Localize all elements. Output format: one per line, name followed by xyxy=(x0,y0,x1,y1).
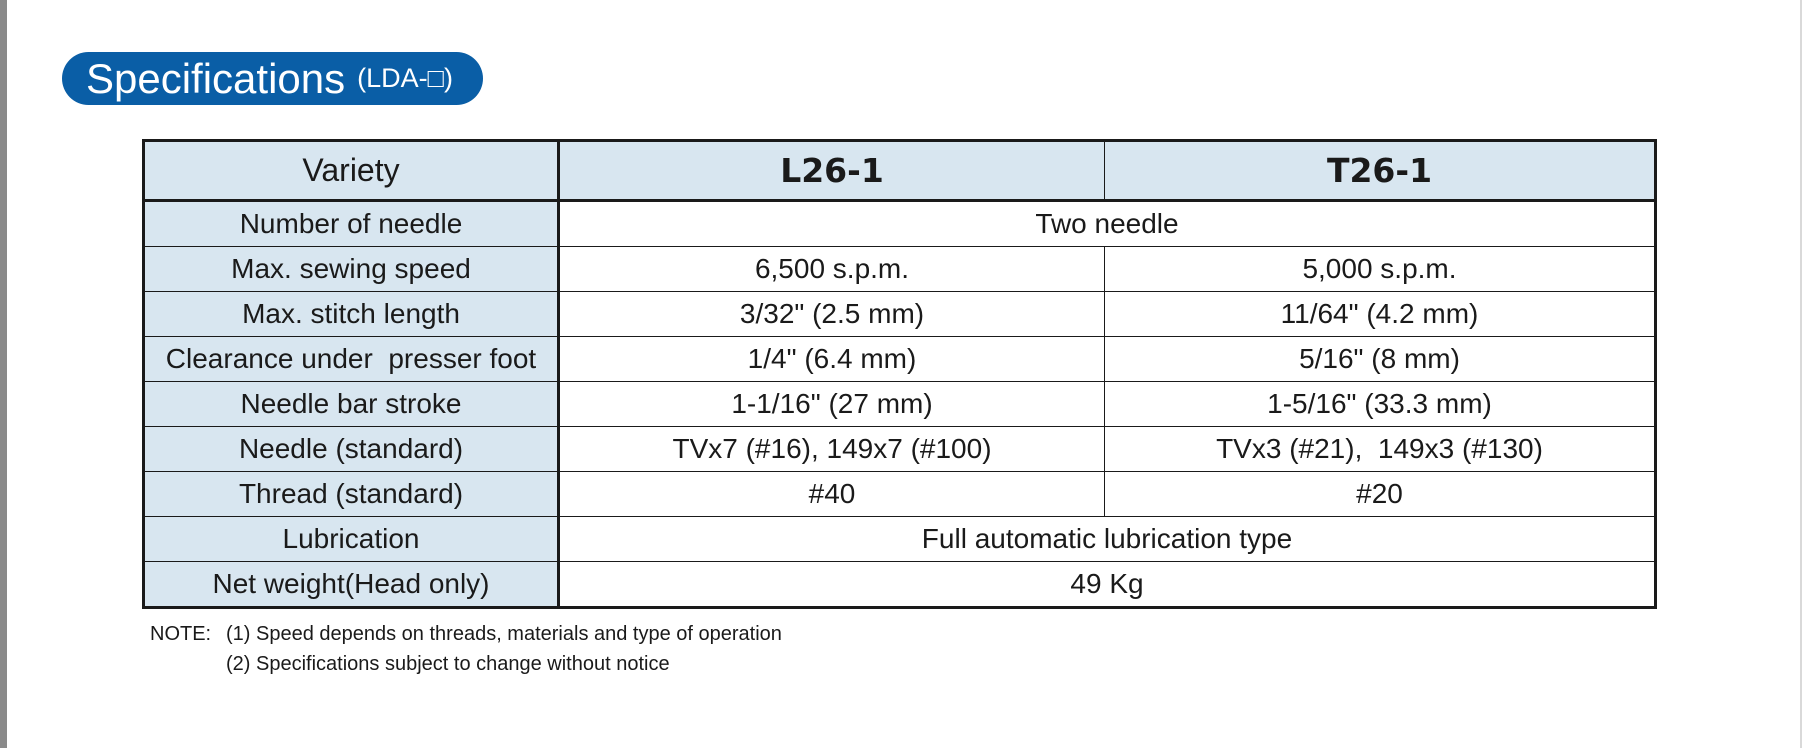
row-label: Clearance under presser foot xyxy=(144,337,559,382)
table-header-row xyxy=(144,141,1656,201)
table-row xyxy=(144,382,1656,427)
note-prefix: NOTE: xyxy=(150,623,212,645)
section-title-badge xyxy=(62,52,483,105)
table-row xyxy=(144,292,1656,337)
row-value-merged: Full automatic lubrication type xyxy=(559,517,1656,562)
row-label: Thread (standard) xyxy=(144,472,559,517)
table-row xyxy=(144,201,1656,247)
row-value-merged: Two needle xyxy=(559,201,1656,247)
specifications-table xyxy=(142,139,1657,609)
row-value-l26-1: 3/32" (2.5 mm) xyxy=(559,292,1105,337)
row-value-l26-1: TVx7 (#16), 149x7 (#100) xyxy=(559,427,1105,472)
row-value-t26-1: 5/16" (8 mm) xyxy=(1105,337,1656,382)
window-left-edge xyxy=(0,0,7,748)
row-label: Net weight(Head only) xyxy=(144,562,559,608)
row-value-t26-1: #20 xyxy=(1105,472,1656,517)
row-label: Max. stitch length xyxy=(144,292,559,337)
row-value-l26-1: 1/4" (6.4 mm) xyxy=(559,337,1105,382)
note-line xyxy=(150,619,782,649)
row-value-l26-1: 6,500 s.p.m. xyxy=(559,247,1105,292)
table-row xyxy=(144,472,1656,517)
table-row xyxy=(144,337,1656,382)
row-value-l26-1: 1-1/16" (27 mm) xyxy=(559,382,1105,427)
notes-block xyxy=(150,619,782,679)
model-header-l26-1: L26-1 xyxy=(559,141,1105,201)
variety-header: Variety xyxy=(144,141,559,201)
note-line xyxy=(150,649,782,679)
row-label: Lubrication xyxy=(144,517,559,562)
row-value-t26-1: 5,000 s.p.m. xyxy=(1105,247,1656,292)
model-header-t26-1: T26-1 xyxy=(1105,141,1656,201)
row-label: Needle (standard) xyxy=(144,427,559,472)
section-title-model: (LDA-□) xyxy=(357,63,453,93)
table-row xyxy=(144,427,1656,472)
note-text: (1) Speed depends on threads, materials and type of operation xyxy=(226,623,782,645)
note-text: (2) Specifications subject to change without notice xyxy=(226,653,670,675)
row-value-merged: 49 Kg xyxy=(559,562,1656,608)
row-value-l26-1: #40 xyxy=(559,472,1105,517)
row-value-t26-1: 11/64" (4.2 mm) xyxy=(1105,292,1656,337)
row-label: Number of needle xyxy=(144,201,559,247)
section-title: Specifications xyxy=(86,54,346,102)
table-row xyxy=(144,562,1656,608)
table-row xyxy=(144,517,1656,562)
row-label: Max. sewing speed xyxy=(144,247,559,292)
row-label: Needle bar stroke xyxy=(144,382,559,427)
row-value-t26-1: TVx3 (#21), 149x3 (#130) xyxy=(1105,427,1656,472)
table-row xyxy=(144,247,1656,292)
row-value-t26-1: 1-5/16" (33.3 mm) xyxy=(1105,382,1656,427)
